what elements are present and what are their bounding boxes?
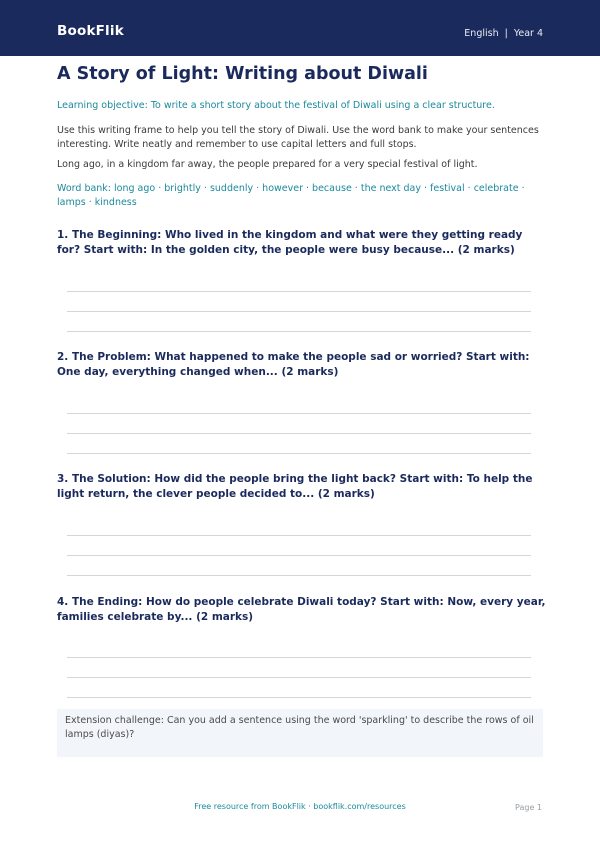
- page-title: A Story of Light: Writing about Diwali: [57, 64, 428, 84]
- answer-line[interactable]: [67, 433, 531, 434]
- word-bank: Word bank: long ago · brightly · suddenly · however · because · the next day · festival · celebrate · lamps · kindness: [57, 183, 525, 208]
- question-3: 3. The Solution: How did the people bring the light back? Start with: To help the light return, the clever people decided to... (2 marks): [57, 473, 533, 500]
- extension-challenge: Extension challenge: Can you add a sentence using the word 'sparkling' to describe the rows of oil lamps (diyas)?: [57, 709, 543, 757]
- intro-instructions: Use this writing frame to help you tell the story of Diwali. Use the word bank to make your sentences interesting. Write neatly and remember to use capital letters and full stops.: [57, 125, 539, 150]
- separator: |: [504, 28, 508, 39]
- question-2: 2. The Problem: What happened to make the people sad or worried? Start with: One day, everything changed when... (2 marks): [57, 351, 530, 378]
- answer-line[interactable]: [67, 575, 531, 576]
- subject-year-label: [464, 28, 543, 39]
- page-number: Page 1: [515, 803, 542, 812]
- answer-line[interactable]: [67, 535, 531, 536]
- question-1: 1. The Beginning: Who lived in the kingdom and what were they getting ready for? Start with: In the golden city, the people were busy because... (2 marks): [57, 229, 523, 256]
- year-label: Year 4: [513, 28, 543, 39]
- learning-objective: Learning objective: To write a short story about the festival of Diwali using a clear structure.: [57, 100, 495, 111]
- question-4: 4. The Ending: How do people celebrate Diwali today? Start with: Now, every year, families celebrate by... (2 marks): [57, 596, 546, 623]
- subject-label: English: [464, 28, 499, 39]
- answer-line[interactable]: [67, 413, 531, 414]
- answer-line[interactable]: [67, 555, 531, 556]
- answer-line[interactable]: [67, 311, 531, 312]
- brand-logo[interactable]: BookFlik: [57, 23, 124, 39]
- story-opening: Long ago, in a kingdom far away, the people prepared for a very special festival of light.: [57, 159, 478, 170]
- answer-line[interactable]: [67, 657, 531, 658]
- answer-line[interactable]: [67, 331, 531, 332]
- answer-line[interactable]: [67, 453, 531, 454]
- answer-line[interactable]: [67, 291, 531, 292]
- answer-line[interactable]: [67, 677, 531, 678]
- page-header: [0, 0, 600, 56]
- footer-resource-link[interactable]: Free resource from BookFlik · bookflik.com/resources: [194, 802, 406, 811]
- answer-line[interactable]: [67, 697, 531, 698]
